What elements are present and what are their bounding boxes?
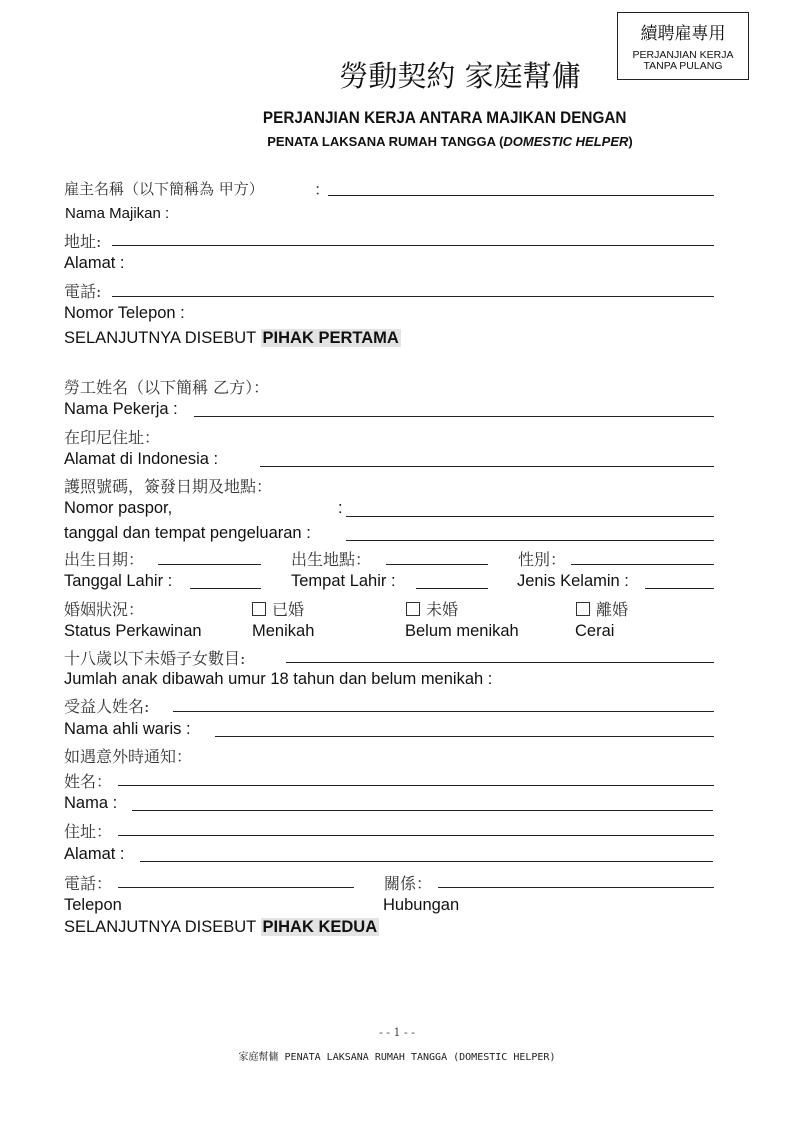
emergency-phone-label-id: Telepon <box>64 896 122 914</box>
single-label-cn: 未婚 <box>426 600 459 619</box>
worker-name-label-id: Nama Pekerja : <box>64 400 178 418</box>
sex-field-id[interactable] <box>645 588 714 589</box>
footer-text: 家庭幫傭 PENATA LAKSANA RUMAH TANGGA (DOMESTIC HELPER) <box>238 1052 556 1063</box>
children-label-cn: 十八歲以下未婚子女數目: <box>64 649 246 668</box>
pob-label-cn: 出生地點： <box>291 550 372 569</box>
emergency-address-field-id[interactable] <box>140 861 713 862</box>
employer-address-label-id: Alamat : <box>64 254 125 272</box>
employer-hereafter <box>64 329 401 348</box>
document-title-cn: 勞動契約 家庭幫傭 <box>339 59 581 93</box>
divorced-checkbox[interactable] <box>576 597 628 620</box>
worker-name-field[interactable] <box>194 416 714 417</box>
heir-label-id: Nama ahli waris : <box>64 720 191 738</box>
employer-name-field[interactable] <box>328 195 714 196</box>
heir-field[interactable] <box>173 711 714 712</box>
dob-label-id: Tanggal Lahir : <box>64 572 173 590</box>
married-label-cn: 已婚 <box>272 600 305 619</box>
worker-address-label-cn: 在印尼住址： <box>64 428 161 447</box>
worker-address-label-id: Alamat di Indonesia : <box>64 450 219 468</box>
party-one-badge: PIHAK PERTAMA <box>262 329 399 347</box>
passport-number-field[interactable] <box>346 516 714 517</box>
employer-name-colon: ： <box>314 180 331 199</box>
stamp-id-line1: PERJANJIAN KERJA <box>632 49 734 61</box>
dob-field-id[interactable] <box>190 588 261 589</box>
emergency-name-label-id: Nama : <box>64 794 118 812</box>
employer-phone-field[interactable] <box>112 296 714 297</box>
worker-address-field[interactable] <box>260 466 714 467</box>
employer-address-label-cn: 地址: <box>64 232 102 251</box>
stamp-cn-label: 續聘雇專用 <box>640 24 726 44</box>
employer-phone-label-id: Nomor Telepon : <box>64 304 185 322</box>
worker-hereafter-text: SELANJUTNYA DISEBUT <box>64 918 256 936</box>
checkbox-icon <box>576 602 590 616</box>
marital-label-id: Status Perkawinan <box>64 622 202 640</box>
employer-name-label-id: Nama Majikan : <box>65 205 170 222</box>
employer-phone-label-cn: 電話: <box>64 282 102 301</box>
emergency-phone-label-cn: 電話： <box>64 874 113 893</box>
dob-label-cn: 出生日期： <box>64 550 145 569</box>
emergency-relation-label-cn: 關係： <box>384 874 433 893</box>
marital-label-cn: 婚姻狀況： <box>64 600 145 619</box>
emergency-address-label-cn: 住址： <box>64 822 113 841</box>
employer-address-field[interactable] <box>112 245 714 246</box>
divorced-label-id: Cerai <box>575 622 615 640</box>
pob-label-id: Tempat Lahir : <box>291 572 396 590</box>
document-subtitle <box>0 134 794 149</box>
document-title-id: PERJANJIAN KERJA ANTARA MAJIKAN DENGAN <box>262 108 627 127</box>
emergency-address-label-id: Alamat : <box>64 845 125 863</box>
emergency-relation-label-id: Hubungan <box>383 896 460 914</box>
emergency-name-field[interactable] <box>118 785 714 786</box>
party-two-badge: PIHAK KEDUA <box>262 918 378 936</box>
checkbox-icon <box>406 602 420 616</box>
checkbox-icon <box>252 602 266 616</box>
emergency-name-field-id[interactable] <box>132 810 713 811</box>
emergency-address-field[interactable] <box>118 835 714 836</box>
dob-field[interactable] <box>158 564 261 565</box>
children-field[interactable] <box>286 662 714 663</box>
heir-label-cn: 受益人姓名: <box>64 697 150 716</box>
children-label-id: Jumlah anak dibawah umur 18 tahun dan belum menikah : <box>64 670 493 688</box>
sex-field[interactable] <box>571 564 714 565</box>
emergency-label-cn: 如遇意外時通知： <box>64 747 193 766</box>
married-label-id: Menikah <box>252 622 315 640</box>
employer-hereafter-text: SELANJUTNYA DISEBUT <box>64 329 256 347</box>
passport-issue-label-id: tanggal dan tempat pengeluaran : <box>64 524 311 542</box>
divorced-label-cn: 離婚 <box>596 600 629 619</box>
worker-hereafter <box>64 918 379 937</box>
subtitle-pre: PENATA LAKSANA RUMAH TANGGA ( <box>267 134 504 149</box>
emergency-relation-field[interactable] <box>438 887 714 888</box>
single-label-id: Belum menikah <box>405 622 519 640</box>
emergency-phone-field[interactable] <box>118 887 354 888</box>
stamp-id-line2: TANPA PULANG <box>643 60 723 72</box>
pob-field[interactable] <box>386 564 488 565</box>
single-checkbox[interactable] <box>406 597 458 620</box>
subtitle-em: DOMESTIC HELPER <box>503 134 629 149</box>
sex-label-id: Jenis Kelamin : <box>517 572 629 590</box>
pob-field-id[interactable] <box>416 588 488 589</box>
passport-label-cn: 護照號碼，簽發日期及地點： <box>64 477 273 496</box>
sex-label-cn: 性別： <box>518 550 567 569</box>
emergency-name-label-cn: 姓名： <box>64 772 113 791</box>
employer-name-label-cn: 雇主名稱（以下簡稱為 甲方） <box>64 180 264 198</box>
passport-colon: : <box>338 499 343 517</box>
passport-label-id: Nomor paspor, <box>64 499 173 517</box>
subtitle-post: ) <box>628 134 633 149</box>
heir-field-id[interactable] <box>215 736 714 737</box>
page-number: - - 1 - - <box>379 1026 415 1039</box>
married-checkbox[interactable] <box>252 597 304 620</box>
passport-issue-field[interactable] <box>346 540 714 541</box>
worker-name-label-cn: 勞工姓名（以下簡稱 乙方）： <box>64 378 270 397</box>
